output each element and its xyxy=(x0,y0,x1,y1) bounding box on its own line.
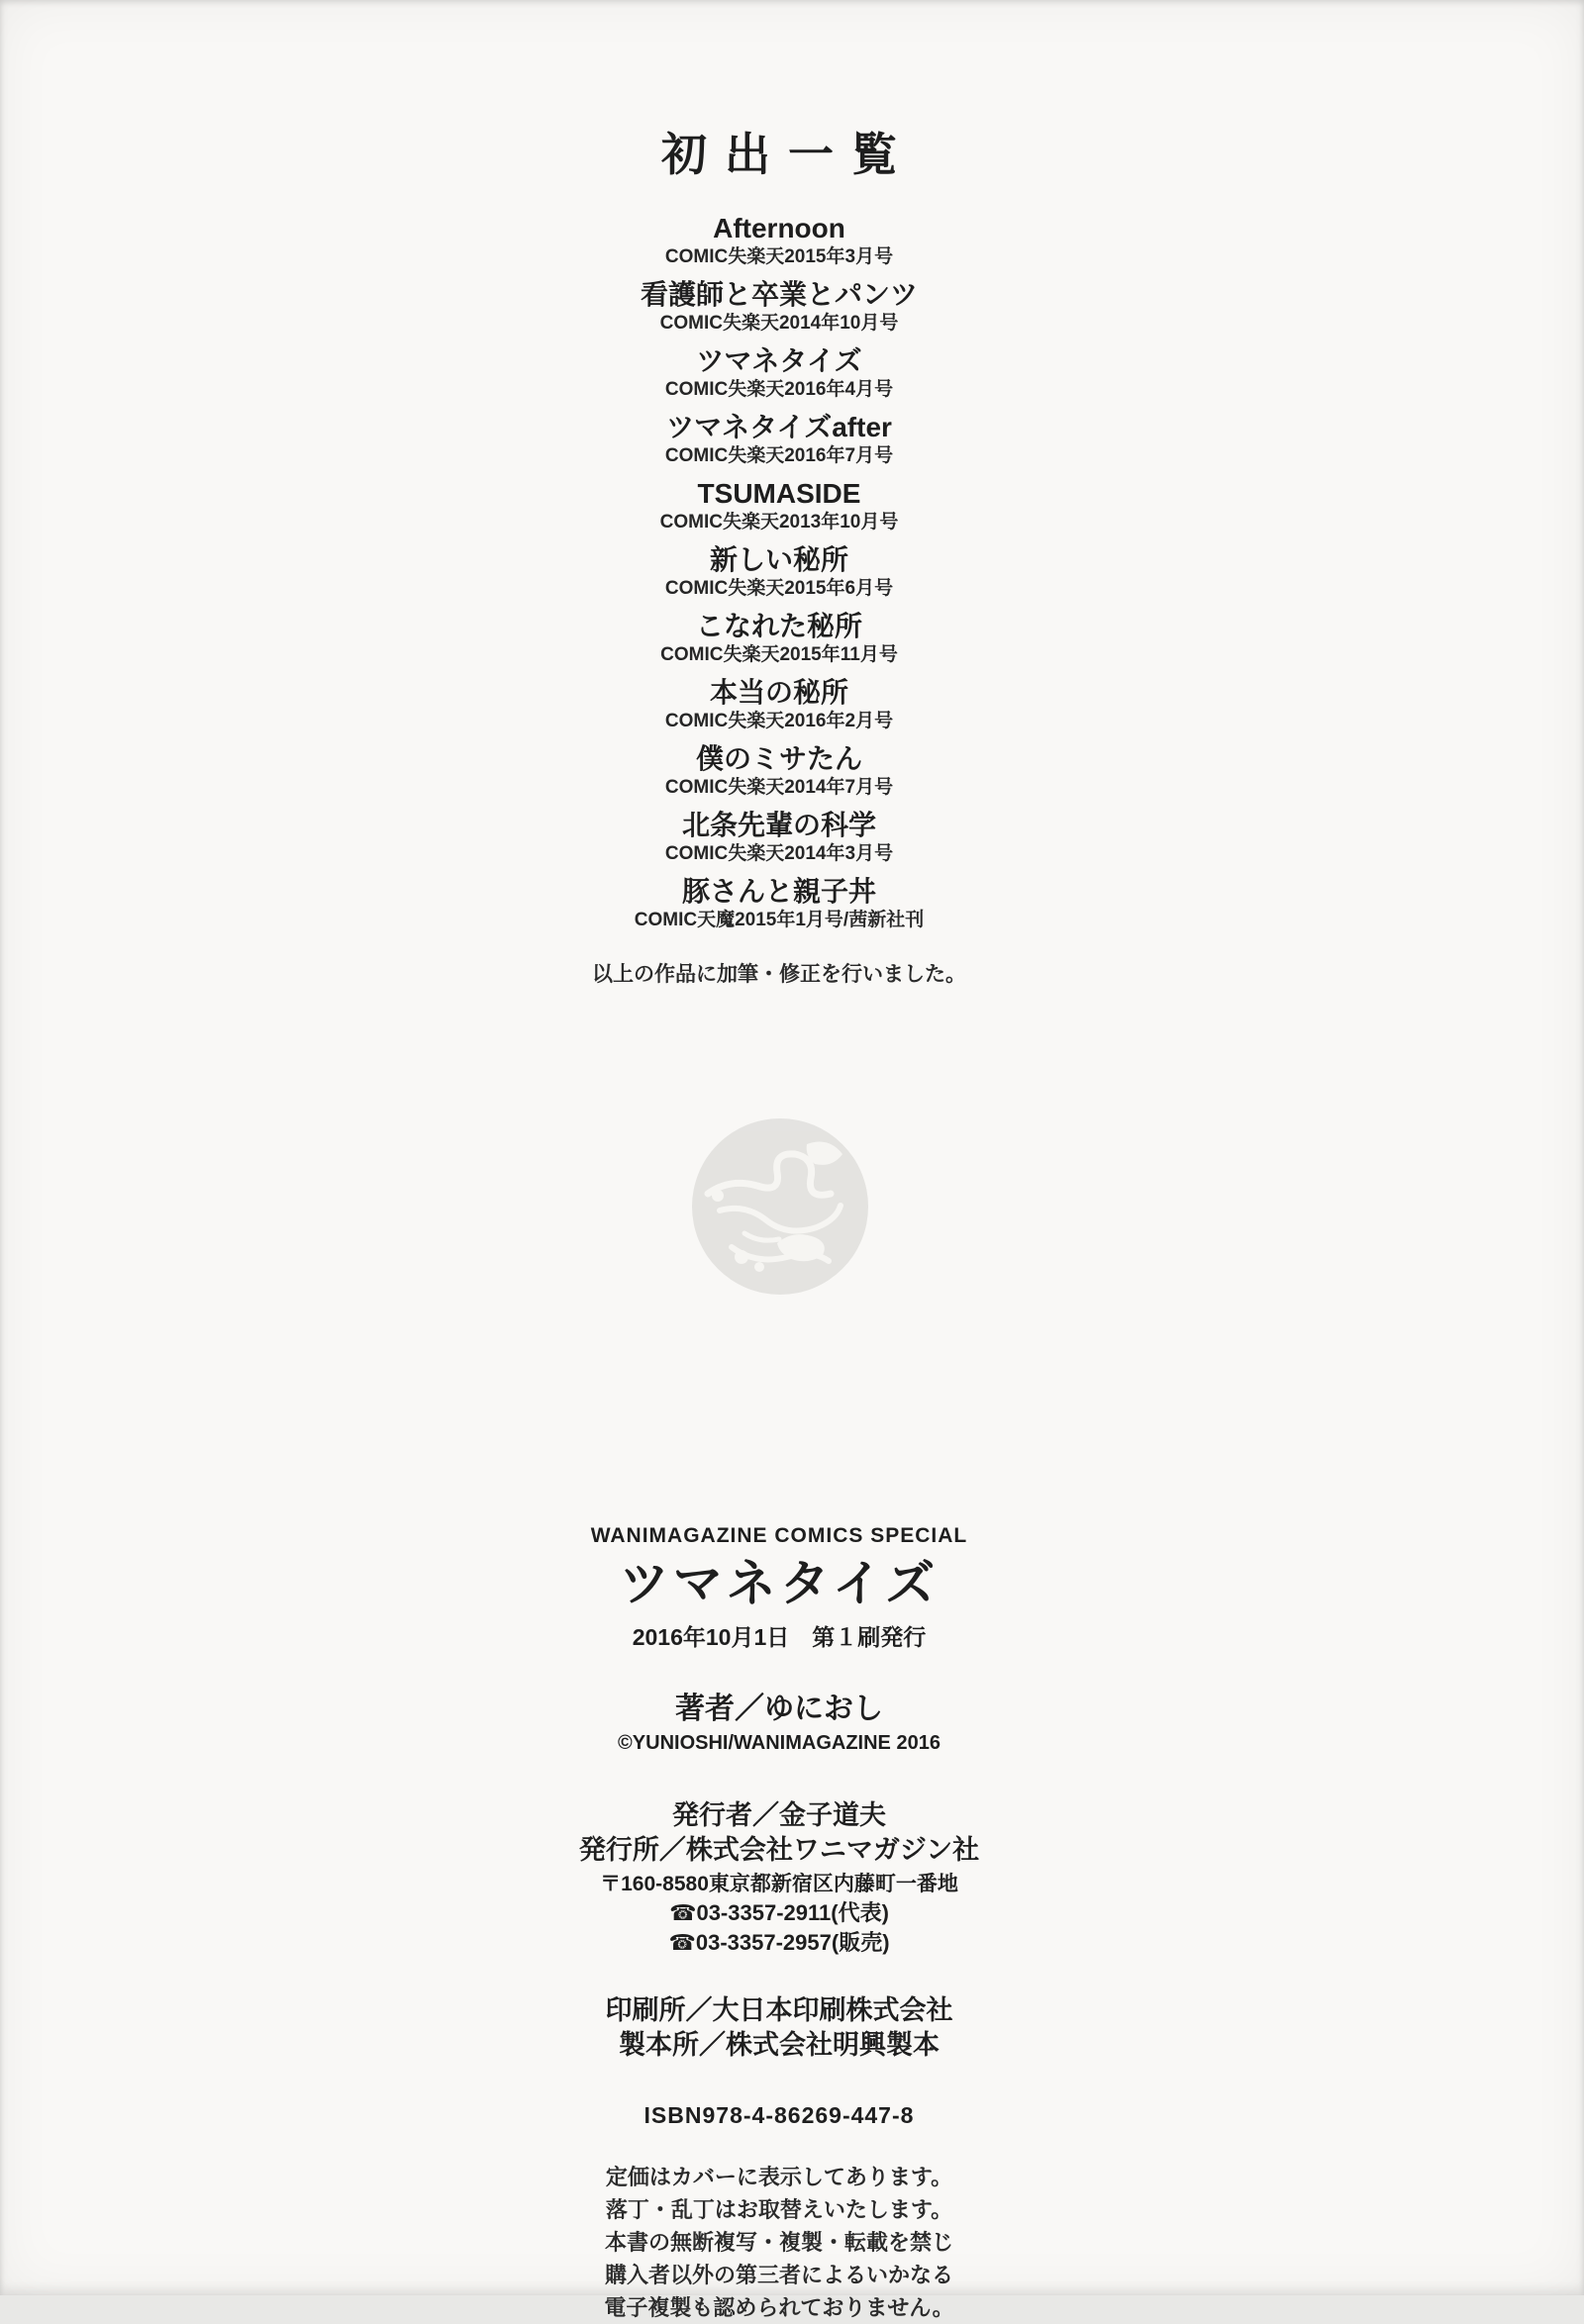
legal-notice xyxy=(0,2161,1558,2324)
book-title: ツマネタイズ xyxy=(619,1556,940,1611)
work-source: COMIC失楽天2013年10月号 xyxy=(659,512,899,533)
publication-entry xyxy=(0,742,1558,800)
work-source: COMIC失楽天2016年2月号 xyxy=(664,711,894,731)
publication-entry xyxy=(0,676,1558,733)
notice-line: 定価はカバーに表示してあります。 xyxy=(605,2165,953,2189)
author-line: 著者／ゆにおし xyxy=(675,1693,883,1725)
work-title: ツマネタイズafter xyxy=(666,412,892,442)
work-source: COMIC失楽天2015年3月号 xyxy=(664,246,894,267)
isbn: ISBN978-4-86269-447-8 xyxy=(644,2102,915,2128)
binder-line: 製本所／株式会社明興製本 xyxy=(619,2030,940,2060)
publication-entry xyxy=(0,278,1558,336)
publisher-company: 発行所／株式会社ワニマガジン社 xyxy=(578,1835,980,1865)
print-date: 2016年10月1日 第１刷発行 xyxy=(632,1624,927,1650)
printer-block xyxy=(0,1993,1558,2063)
work-source: COMIC失楽天2014年7月号 xyxy=(664,777,894,798)
publisher-address: 〒160-8580東京都新宿区内藤町一番地 xyxy=(600,1873,958,1895)
work-title: 僕のミサたん xyxy=(695,743,862,774)
work-source: COMIC失楽天2016年4月号 xyxy=(664,379,894,400)
work-title: TSUMASIDE xyxy=(697,478,861,509)
copyright-line: ©YUNIOSHI/WANIMAGAZINE 2016 xyxy=(618,1732,940,1754)
publication-entry xyxy=(0,344,1558,402)
printer-line: 印刷所／大日本印刷株式会社 xyxy=(605,1995,953,2025)
publication-entry xyxy=(0,875,1558,932)
telephone-main: ☎03-3357-2911(代表) xyxy=(669,1900,889,1925)
publisher-block xyxy=(0,1798,1558,1958)
publication-entry xyxy=(0,212,1558,269)
publication-entry xyxy=(0,411,1558,468)
publication-list xyxy=(0,212,1558,932)
work-source: COMIC失楽天2015年11月号 xyxy=(660,644,898,665)
notice-line: 購入者以外の第三者によるいかなる xyxy=(604,2263,953,2287)
notice-line: 電子複製も認められておりません。 xyxy=(604,2295,954,2320)
publication-entry xyxy=(0,543,1558,601)
work-source: COMIC失楽天2014年10月号 xyxy=(659,313,899,334)
colophon-block xyxy=(0,1524,1558,2324)
work-source: COMIC失楽天2015年6月号 xyxy=(664,578,894,599)
work-title: 豚さんと親子丼 xyxy=(681,876,876,907)
work-source: COMIC失楽天2016年7月号 xyxy=(664,445,894,466)
publication-entry xyxy=(0,477,1558,534)
work-source: COMIC天魔2015年1月号/茜新社刊 xyxy=(634,910,925,930)
publication-entry xyxy=(0,809,1558,866)
work-title: 北条先輩の科学 xyxy=(681,810,876,840)
publisher-person: 発行者／金子道夫 xyxy=(672,1800,886,1830)
work-title: ツマネタイズ xyxy=(696,345,862,376)
publication-entry xyxy=(0,610,1558,667)
work-title: 新しい秘所 xyxy=(709,544,848,575)
work-title: Afternoon xyxy=(713,213,845,243)
work-source: COMIC失楽天2014年3月号 xyxy=(664,843,894,864)
notice-line: 本書の無断複写・複製・転載を禁じ xyxy=(604,2230,953,2255)
first-publication-list-title: 初出一覧 xyxy=(661,129,915,180)
notice-line: 落丁・乱丁はお取替えいたします。 xyxy=(605,2197,953,2222)
series-label: WANIMAGAZINE COMICS SPECIAL xyxy=(590,1524,968,1547)
telephone-sales: ☎03-3357-2957(販売) xyxy=(668,1930,890,1955)
work-title: 本当の秘所 xyxy=(709,677,848,708)
wanimagazine-logo-watermark-icon xyxy=(690,1116,870,1297)
work-title: こなれた秘所 xyxy=(695,611,862,641)
work-title: 看護師と卒業とパンツ xyxy=(640,279,918,310)
revision-note: 以上の作品に加筆・修正を行いました。 xyxy=(592,963,966,986)
